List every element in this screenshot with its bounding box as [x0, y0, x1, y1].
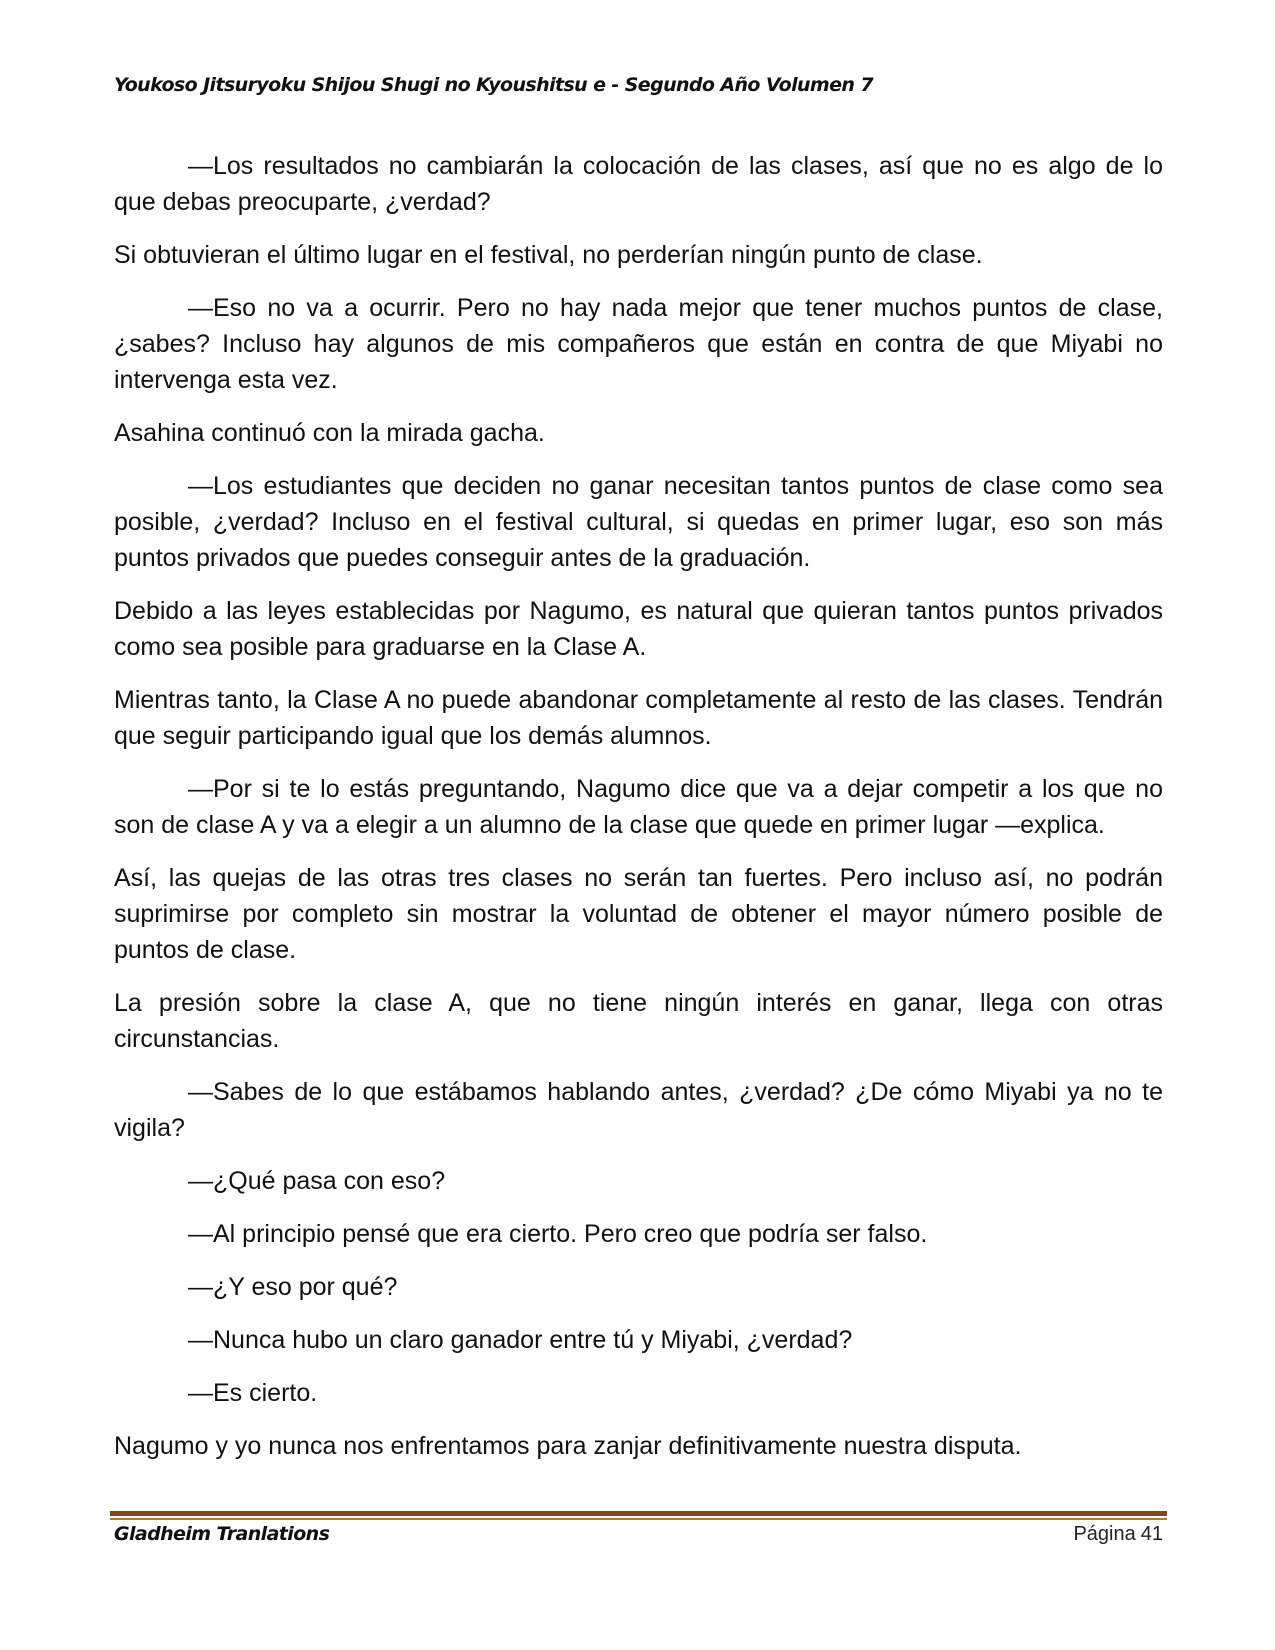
- footer-rule-thin: [110, 1518, 1167, 1520]
- dialogue-paragraph: —Al principio pensé que era cierto. Pero creo que podría ser falso.: [188, 1220, 928, 1248]
- dialogue-paragraph: —¿Qué pasa con eso?: [188, 1167, 446, 1195]
- page-number-value: 41: [1140, 1523, 1163, 1545]
- page-body: [114, 148, 1163, 1481]
- dialogue-paragraph: —Es cierto.: [188, 1379, 318, 1407]
- footer-publisher: Gladheim Tranlations: [114, 1523, 330, 1545]
- page-number: [1073, 1523, 1163, 1546]
- narration-paragraph: La presión sobre la clase A, que no tiene ningún interés en ganar, llega con otras circunstancias.: [114, 989, 1163, 1053]
- footer-rule: [110, 1511, 1167, 1516]
- narration-paragraph: Asahina continuó con la mirada gacha.: [114, 419, 545, 447]
- narration-paragraph: Nagumo y yo nunca nos enfrentamos para zanjar definitivamente nuestra disputa.: [114, 1432, 1022, 1460]
- page-label: Página: [1073, 1523, 1136, 1545]
- narration-paragraph: Si obtuvieran el último lugar en el festival, no perderían ningún punto de clase.: [114, 241, 983, 269]
- dialogue-paragraph: —Los resultados no cambiarán la colocación de las clases, así que no es algo de lo que debas preocuparte, ¿verdad?: [114, 152, 1163, 216]
- narration-paragraph: Así, las quejas de las otras tres clases no serán tan fuertes. Pero incluso así, no podrán suprimirse por completo sin mostrar la voluntad de obtener el mayor número posible de puntos de clase.: [114, 864, 1163, 964]
- dialogue-paragraph: —Eso no va a ocurrir. Pero no hay nada mejor que tener muchos puntos de clase, ¿sabes? Incluso hay algunos de mis compañeros que están en contra de que Miyabi no intervenga esta vez.: [114, 294, 1163, 394]
- dialogue-paragraph: —Sabes de lo que estábamos hablando antes, ¿verdad? ¿De cómo Miyabi ya no te vigila?: [114, 1078, 1163, 1142]
- running-header: Youkoso Jitsuryoku Shijou Shugi no Kyoushitsu e - Segundo Año Volumen 7: [114, 74, 873, 96]
- dialogue-paragraph: —Por si te lo estás preguntando, Nagumo dice que va a dejar competir a los que no son de clase A y va a elegir a un alumno de la clase que quede en primer lugar —explica.: [114, 775, 1163, 839]
- narration-paragraph: Mientras tanto, la Clase A no puede abandonar completamente al resto de las clases. Tendrán que seguir participando igual que los demás alumnos.: [114, 686, 1163, 750]
- dialogue-paragraph: —Los estudiantes que deciden no ganar necesitan tantos puntos de clase como sea posible, ¿verdad? Incluso en el festival cultural, si quedas en primer lugar, eso son más puntos privados que puedes conseguir antes de la graduación.: [114, 472, 1163, 572]
- dialogue-paragraph: —Nunca hubo un claro ganador entre tú y Miyabi, ¿verdad?: [188, 1326, 853, 1354]
- narration-paragraph: Debido a las leyes establecidas por Nagumo, es natural que quieran tantos puntos privados como sea posible para graduarse en la Clase A.: [114, 597, 1163, 661]
- dialogue-paragraph: —¿Y eso por qué?: [188, 1273, 398, 1301]
